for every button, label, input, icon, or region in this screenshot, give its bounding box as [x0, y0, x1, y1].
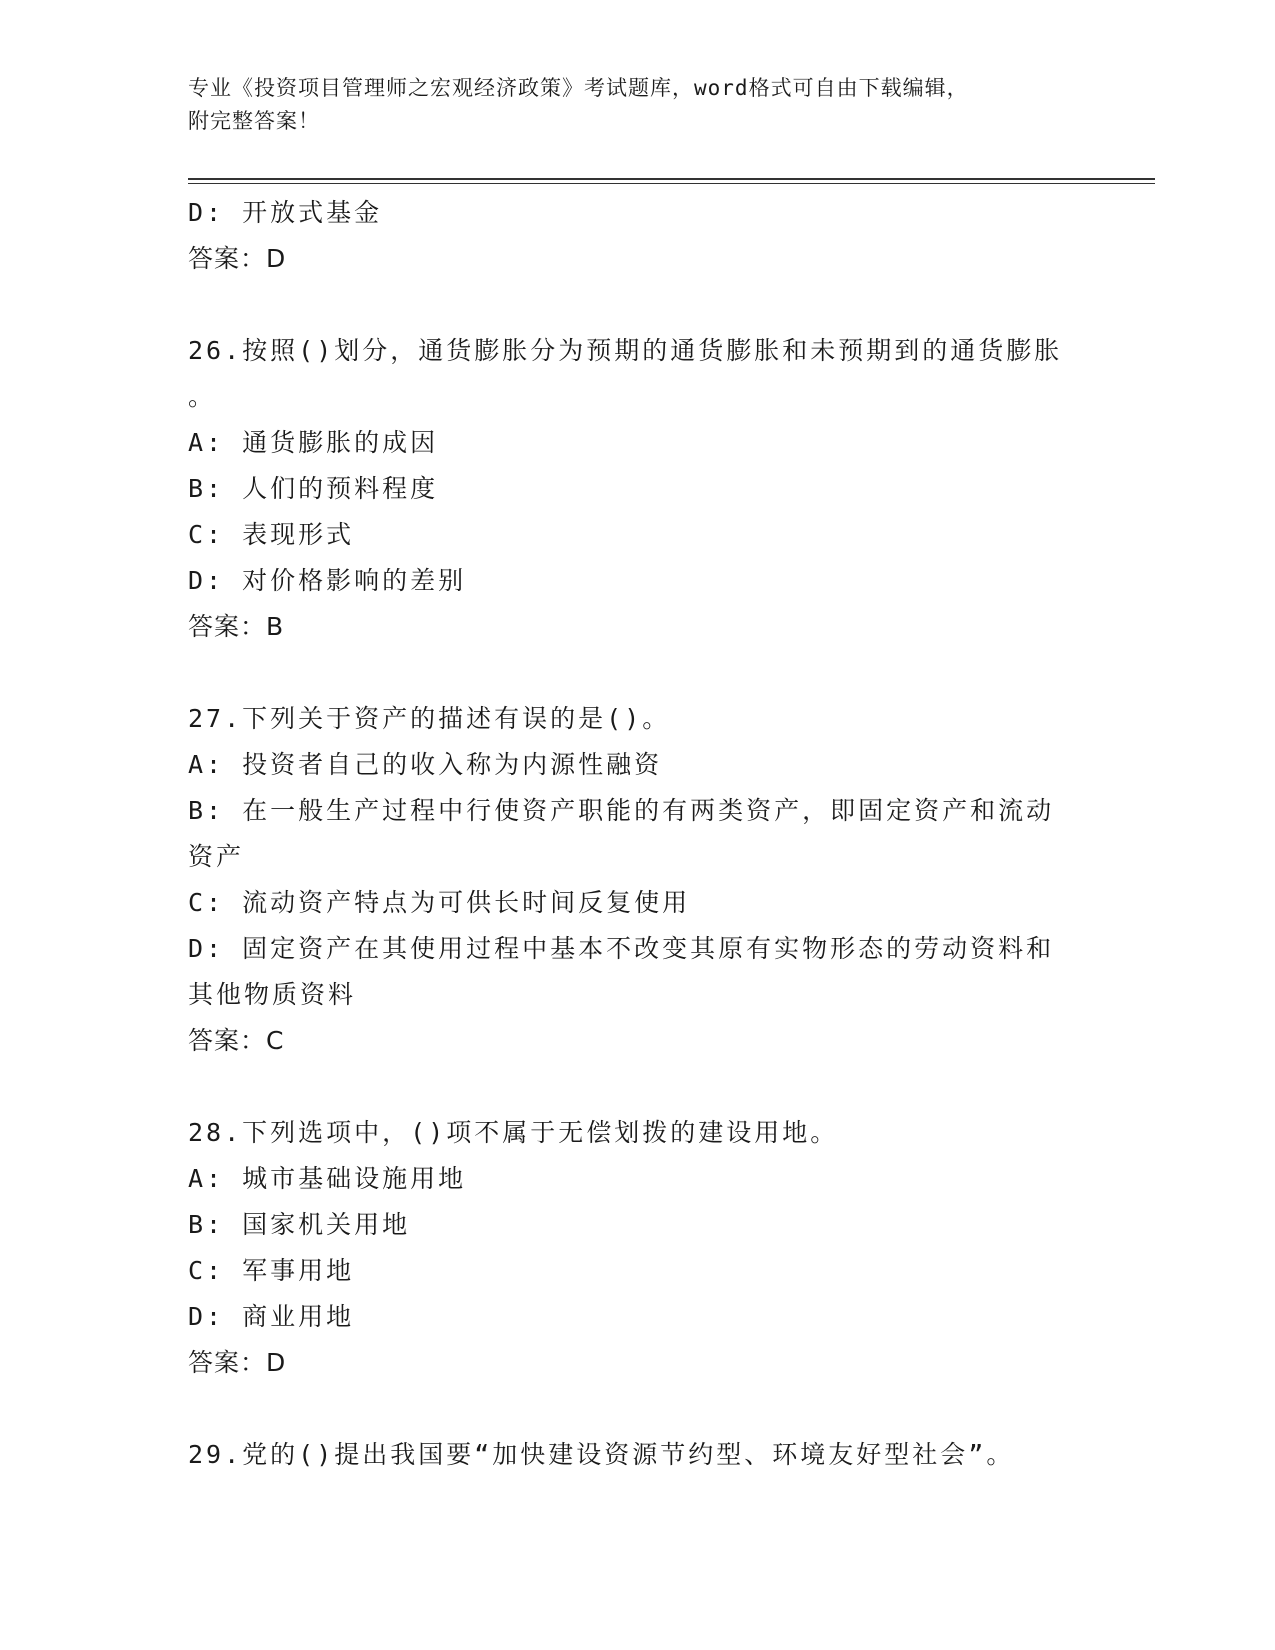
q28-option-d: D: 商业用地 [188, 1302, 355, 1331]
spacer [188, 650, 1088, 696]
q28-stem: 28.下列选项中，()项不属于无偿划拨的建设用地。 [188, 1118, 839, 1147]
spacer [188, 1386, 1088, 1432]
q28-option-c: C: 军事用地 [188, 1256, 355, 1285]
spacer [188, 282, 1088, 328]
q26-stem-line-2: 。 [188, 382, 217, 411]
spacer [188, 1064, 1088, 1110]
q27-option-c: C: 流动资产特点为可供长时间反复使用 [188, 888, 691, 917]
q26-option-b: B: 人们的预料程度 [188, 474, 439, 503]
q27-answer: 答案：C [188, 1026, 285, 1055]
header-line-1: 专业《投资项目管理师之宏观经济政策》考试题库，word格式可自由下载编辑， [188, 76, 969, 100]
q27-option-a: A: 投资者自己的收入称为内源性融资 [188, 750, 663, 779]
q27-option-b-line-1: B: 在一般生产过程中行使资产职能的有两类资产，即固定资产和流动 [188, 796, 1055, 825]
question-list [188, 190, 1088, 1478]
header-divider-thin [188, 183, 1155, 184]
q26-answer: 答案：B [188, 612, 285, 641]
q26-option-d: D: 对价格影响的差别 [188, 566, 467, 595]
q28-option-a: A: 城市基础设施用地 [188, 1164, 467, 1193]
q28-answer: 答案：D [188, 1348, 287, 1377]
document-header [188, 72, 1068, 138]
q27-option-b-line-2: 资产 [188, 842, 245, 871]
prev-answer: 答案：D [188, 244, 287, 273]
q26-stem-line-1: 26.按照()划分，通货膨胀分为预期的通货膨胀和未预期到的通货膨胀 [188, 336, 1063, 365]
q29-stem: 29.党的()提出我国要“加快建设资源节约型、环境友好型社会”。 [188, 1440, 1015, 1469]
q27-stem: 27.下列关于资产的描述有误的是()。 [188, 704, 671, 733]
q26-option-c: C: 表现形式 [188, 520, 355, 549]
header-divider-thick [188, 178, 1155, 180]
header-line-2: 附完整答案！ [188, 109, 320, 133]
q28-option-b: B: 国家机关用地 [188, 1210, 411, 1239]
q27-option-d-line-2: 其他物质资料 [188, 980, 357, 1009]
q26-option-a: A: 通货膨胀的成因 [188, 428, 439, 457]
prev-option-d: D: 开放式基金 [188, 198, 383, 227]
q27-option-d-line-1: D: 固定资产在其使用过程中基本不改变其原有实物形态的劳动资料和 [188, 934, 1055, 963]
